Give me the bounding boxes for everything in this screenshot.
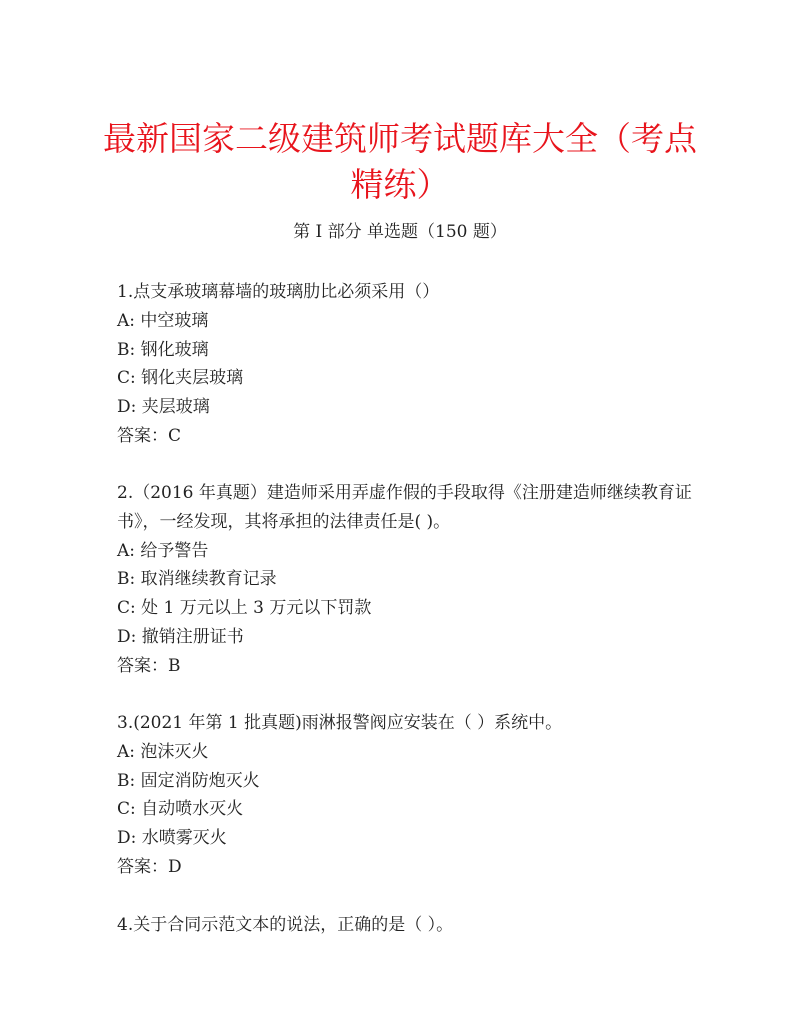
question-1 — [117, 278, 697, 451]
document-title: 最新国家二级建筑师考试题库大全（考点精练） — [103, 119, 697, 204]
option-b: B: 取消继续教育记录 — [117, 569, 277, 590]
answer: 答案：B — [117, 655, 181, 676]
option-d: D: 夹层玻璃 — [117, 397, 210, 418]
question-stem: 2.（2016 年真题）建造师采用弄虚作假的手段取得《注册建造师继续教育证书》，一经发现，其将承担的法律责任是( )。 — [117, 483, 692, 532]
option-a: A: 中空玻璃 — [117, 310, 209, 331]
option-b: B: 钢化玻璃 — [117, 339, 209, 360]
question-2 — [117, 479, 692, 681]
question-stem: 3.(2021 年第 1 批真题)雨淋报警阀应安装在（ ）系统中。 — [117, 713, 563, 733]
option-a: A: 给予警告 — [117, 540, 209, 561]
answer: 答案：D — [117, 856, 182, 877]
option-d: D: 撤销注册证书 — [117, 626, 244, 647]
answer: 答案：C — [117, 425, 182, 446]
option-b: B: 固定消防炮灭火 — [117, 770, 260, 791]
option-d: D: 水喷雾灭火 — [117, 828, 227, 849]
section-title: 第 I 部分 单选题（150 题） — [293, 222, 507, 242]
question-3 — [117, 709, 697, 882]
option-a: A: 泡沫灭火 — [117, 741, 209, 762]
question-stem: 4.关于合同示范文本的说法，正确的是（ ）。 — [117, 915, 454, 935]
option-c: C: 自动喷水灭火 — [117, 799, 244, 820]
question-4 — [117, 911, 697, 940]
option-c: C: 处 1 万元以上 3 万元以下罚款 — [117, 598, 372, 619]
question-stem: 1.点支承玻璃幕墙的玻璃肋比必须采用（） — [117, 282, 440, 302]
option-c: C: 钢化夹层玻璃 — [117, 368, 244, 389]
